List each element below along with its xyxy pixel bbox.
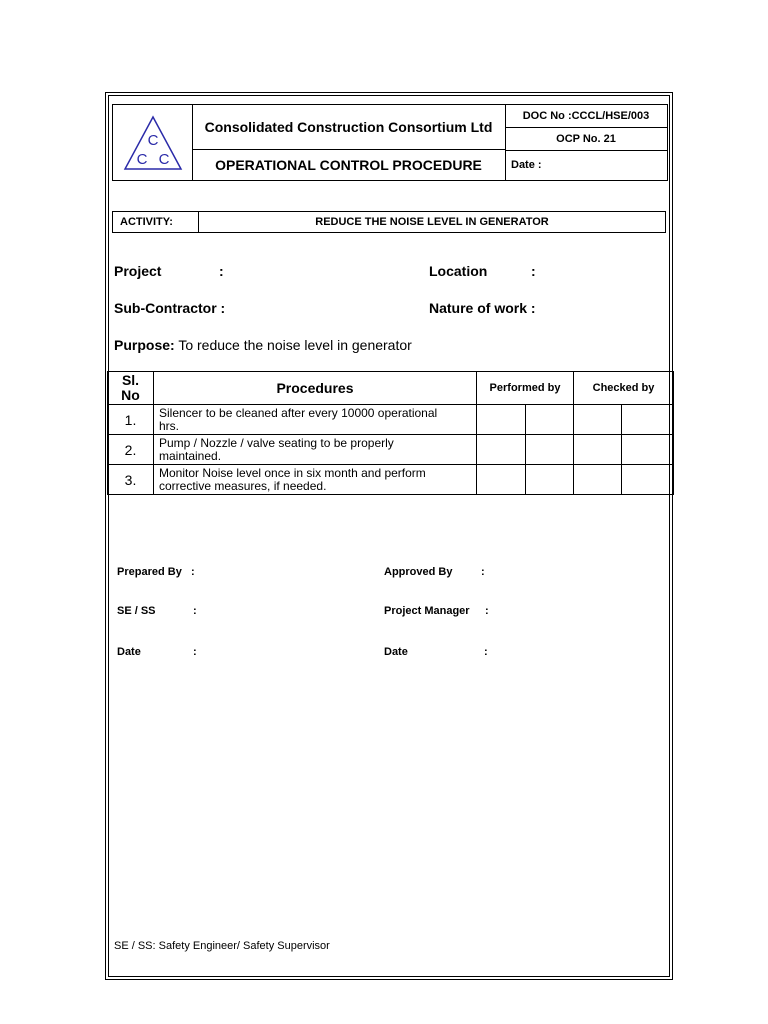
performed-by-cell-2[interactable] [526, 465, 574, 495]
project-manager-colon: : [485, 605, 489, 617]
procedure-text-line2: hrs. [159, 418, 180, 433]
row-number: 1. [108, 405, 154, 435]
checked-by-cell-2[interactable] [622, 435, 674, 465]
procedures-header: Procedures [154, 372, 477, 405]
table-row [108, 435, 674, 465]
procedures-table [107, 371, 674, 495]
purpose-value: To reduce the noise level in generator [178, 337, 412, 353]
doc-number: DOC No :CCCL/HSE/003 [522, 110, 650, 122]
row-number: 2. [108, 435, 154, 465]
activity-label: ACTIVITY: [120, 216, 173, 228]
header-divider-ocp [505, 150, 667, 151]
purpose-label: Purpose: [114, 337, 175, 353]
checked-by-cell-2[interactable] [622, 405, 674, 435]
purpose-line [114, 337, 412, 353]
table-row [108, 405, 674, 435]
logo-letter-left: C [136, 151, 148, 168]
table-header-row [108, 372, 674, 405]
checked-by-cell-1[interactable] [574, 405, 622, 435]
nature-of-work-label: Nature of work : [429, 300, 536, 316]
row-number: 3. [108, 465, 154, 495]
prepared-by-colon: : [191, 566, 195, 578]
table-row [108, 465, 674, 495]
procedure-text-line2: corrective measures, if needed. [159, 478, 327, 493]
sl-no-header [108, 372, 154, 405]
date-right-colon: : [484, 646, 488, 658]
location-label: Location [429, 263, 488, 279]
date-label: Date : [511, 159, 542, 171]
performed-by-cell-1[interactable] [477, 435, 526, 465]
subcontractor-label: Sub-Contractor : [114, 300, 226, 316]
company-logo [121, 113, 185, 173]
approved-by-colon: : [481, 566, 485, 578]
prepared-by-label: Prepared By [117, 566, 182, 578]
performed-by-cell-1[interactable] [477, 405, 526, 435]
checked-by-header: Checked by [574, 372, 674, 405]
se-ss-label: SE / SS [117, 605, 156, 617]
procedure-text-line1: Silencer to be cleaned after every 10000 operational [159, 405, 438, 420]
checked-by-cell-1[interactable] [574, 435, 622, 465]
date-right-label: Date [384, 646, 408, 658]
procedure-text-line2: maintained. [159, 448, 222, 463]
sl-no-header-line1: Sl. [121, 372, 140, 388]
footnote: SE / SS: Safety Engineer/ Safety Supervisor [114, 940, 330, 952]
activity-bar [112, 211, 666, 233]
performed-by-cell-2[interactable] [526, 405, 574, 435]
ocp-number: OCP No. 21 [556, 133, 616, 145]
se-ss-colon: : [193, 605, 197, 617]
date-left-label: Date [117, 646, 141, 658]
procedure-cell [154, 465, 477, 495]
document-header [112, 104, 668, 181]
performed-by-cell-1[interactable] [477, 465, 526, 495]
company-name: Consolidated Construction Consortium Ltd [204, 119, 493, 135]
procedure-text-line1: Monitor Noise level once in six month and perform [159, 465, 426, 480]
document-title: OPERATIONAL CONTROL PROCEDURE [215, 157, 482, 173]
logo-letter-right: C [158, 151, 170, 168]
performed-by-cell-2[interactable] [526, 435, 574, 465]
date-left-colon: : [193, 646, 197, 658]
sl-no-header-line2: No [121, 387, 140, 403]
project-colon: : [219, 263, 224, 279]
procedure-text-line1: Pump / Nozzle / valve seating to be properly [159, 435, 394, 450]
performed-by-header: Performed by [477, 372, 574, 405]
procedure-cell [154, 405, 477, 435]
logo-letter-top: C [147, 132, 159, 149]
project-manager-label: Project Manager [384, 605, 470, 617]
header-divider-docno [505, 127, 667, 128]
approved-by-label: Approved By [384, 566, 453, 578]
project-label: Project [114, 263, 162, 279]
procedure-cell [154, 435, 477, 465]
checked-by-cell-2[interactable] [622, 465, 674, 495]
location-colon: : [531, 263, 536, 279]
checked-by-cell-1[interactable] [574, 465, 622, 495]
activity-value: REDUCE THE NOISE LEVEL IN GENERATOR [315, 216, 549, 228]
header-divider-title [192, 149, 505, 150]
